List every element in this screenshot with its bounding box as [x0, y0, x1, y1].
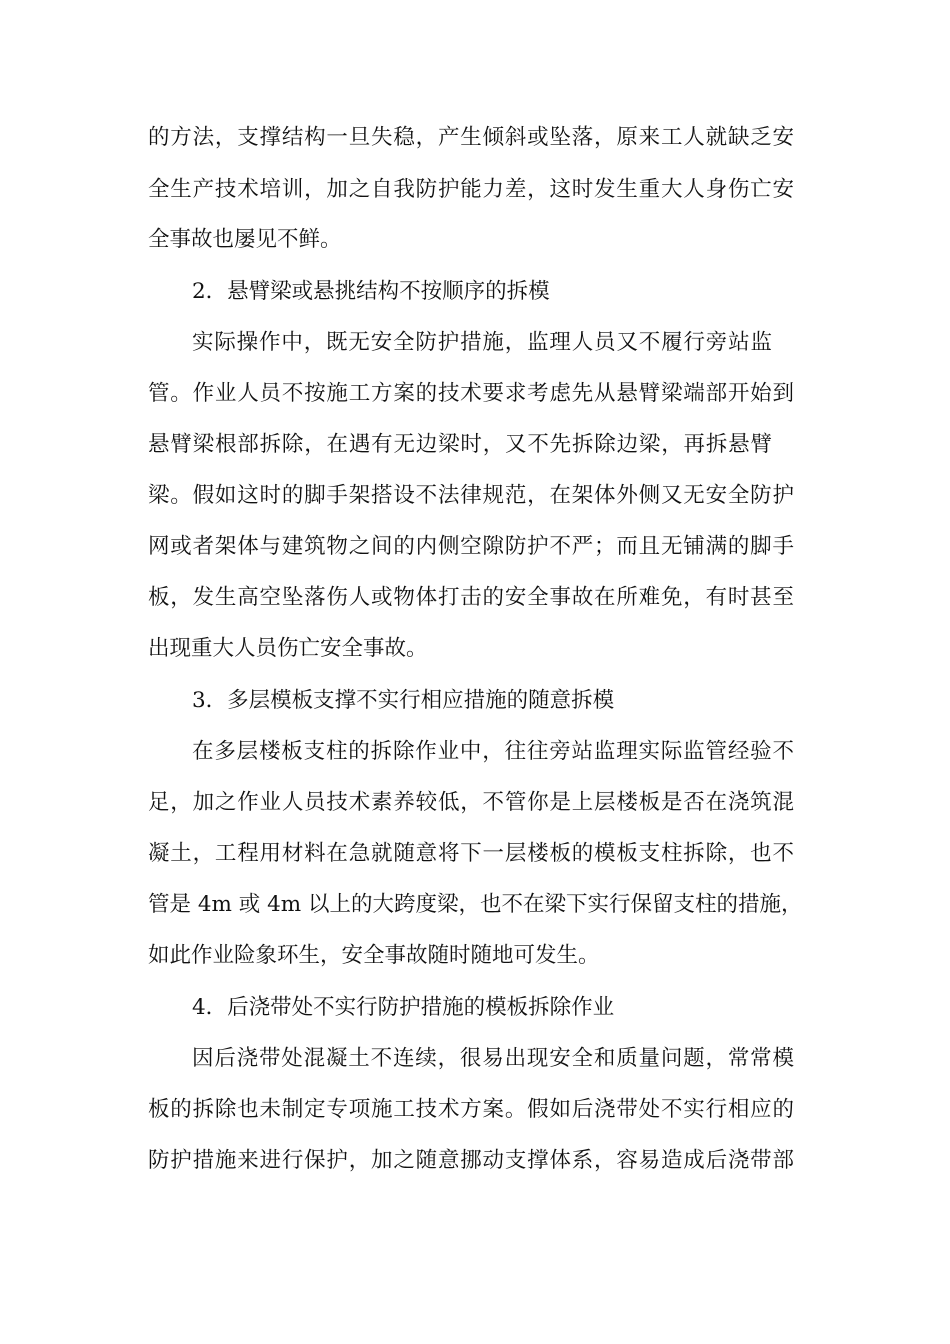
body-text-line: 悬臂梁根部拆除，在遇有无边梁时，又不先拆除边梁，再拆悬臂 — [148, 432, 772, 457]
body-text-line: 防护措施来进行保护，加之随意挪动支撑体系，容易造成后浇带部 — [148, 1148, 794, 1173]
body-text-line: 的方法，支撑结构一旦失稳，产生倾斜或坠落，原来工人就缺乏安 — [148, 125, 794, 150]
body-text-line: 全事故也屡见不鲜。 — [148, 227, 342, 252]
body-text-line: 因后浇带处混凝土不连续，很易出现安全和质量问题，常常模 — [192, 1046, 794, 1071]
body-text-line: 出现重大人员伤亡安全事故。 — [148, 636, 428, 661]
body-text-line: 足，加之作业人员技术素养较低，不管你是上层楼板是否在浇筑混 — [148, 790, 794, 815]
section-heading-4: 4．后浇带处不实行防护措施的模板拆除作业 — [192, 995, 615, 1020]
section-heading-3: 3．多层模板支撑不实行相应措施的随意拆模 — [192, 688, 615, 713]
body-text-line: 管。作业人员不按施工方案的技术要求考虑先从悬臂梁端部开始到 — [148, 381, 794, 406]
body-text-line: 凝土，工程用材料在急就随意将下一层楼板的模板支柱拆除，也不 — [148, 841, 794, 866]
body-text-line: 在多层楼板支柱的拆除作业中，往往旁站监理实际监管经验不 — [192, 739, 794, 764]
body-text-line: 实际操作中，既无安全防护措施，监理人员又不履行旁站监 — [192, 330, 772, 355]
body-text-line: 板，发生高空坠落伤人或物体打击的安全事故在所难免，有时甚至 — [148, 585, 794, 610]
section-heading-2: 2．悬臂梁或悬挑结构不按顺序的拆模 — [192, 279, 550, 304]
body-text-line: 管是 4m 或 4m 以上的大跨度梁，也不在梁下实行保留支柱的措施， — [148, 892, 803, 917]
body-text-line: 全生产技术培训，加之自我防护能力差，这时发生重大人身伤亡安 — [148, 177, 794, 202]
body-text-line: 网或者架体与建筑物之间的内侧空隙防护不严；而且无铺满的脚手 — [148, 534, 794, 559]
body-text-line: 板的拆除也未制定专项施工技术方案。假如后浇带处不实行相应的 — [148, 1097, 794, 1122]
body-text-line: 梁。假如这时的脚手架搭设不法律规范，在架体外侧又无安全防护 — [148, 483, 794, 508]
body-text-line: 如此作业险象环生，安全事故随时随地可发生。 — [148, 943, 600, 968]
